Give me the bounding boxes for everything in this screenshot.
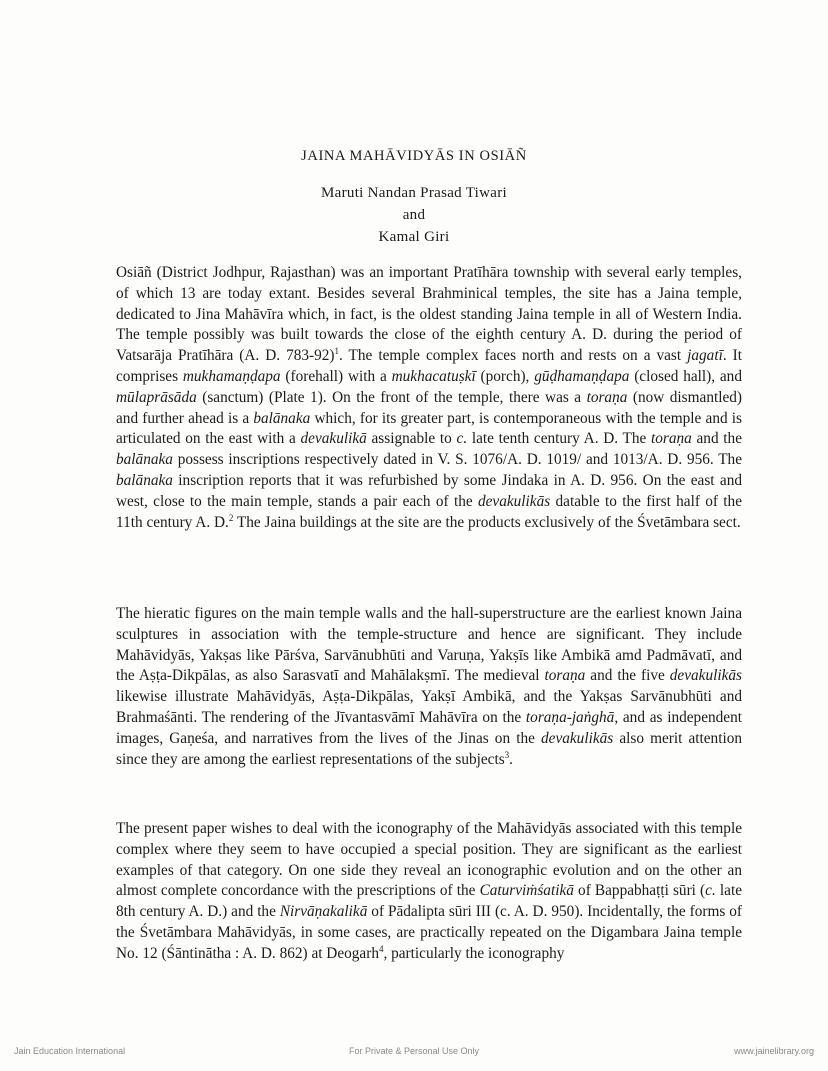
italic-term: balānaka	[116, 451, 173, 469]
body-paragraph	[116, 263, 742, 546]
text-run: (closed hall), and	[629, 367, 742, 385]
paper-title: JAINA MAHĀVIDYĀS IN OSIĀÑ	[301, 148, 527, 164]
paragraph-text	[116, 604, 742, 770]
text-run: .	[509, 750, 513, 768]
text-run: late tenth century A. D. The	[467, 430, 652, 448]
text-run: The hieratic figures on the main temple walls and the hall-superstructure are the earliest known Jaina sculptures in association with the temple-structure and hence are significant. They include Mahāvidyās, Yakṣas like Pārśva, Sarvānubhūti and Varuṇa, Yakṣīs like Ambikā amd Padmāvatī, and the Aṣṭa-Dikpālas, as also Sarasvatī and Mahālakṣmī. The medieval	[116, 605, 742, 685]
text-run: inscription reports that it was refurbished by some Jindaka in A. D. 956. On the east and west, close to the main temple, stands a pair each of the	[116, 471, 742, 510]
italic-term: c.	[456, 430, 468, 448]
text-run: datable to the first half of the 11th century A. D.	[116, 492, 742, 531]
text-run: late 8th century A. D.) and the	[116, 882, 742, 921]
text-run: also merit attention since they are among the earliest representations of the subjects	[116, 729, 742, 768]
italic-term: balānaka	[116, 471, 173, 489]
italic-term: c.	[705, 882, 716, 900]
author-name: Maruti Nandan Prasad Tiwari	[321, 185, 507, 201]
text-run: (now dismantled) and further ahead is a	[116, 388, 742, 427]
text-run: likewise illustrate Mahāvidyās, Aṣṭa-Dikpālas, Yakṣī Ambikā, and the Yakṣas Sarvānubhūti and Brahmaśānti. The rendering of the Jīvantasvāmī Mahāvīra on the	[116, 688, 742, 726]
italic-term: mukhacatuṣkī	[391, 367, 476, 385]
italic-term: balānaka	[253, 409, 311, 427]
text-run: possess inscriptions respectively dated in V. S. 1076/A. D. 1019/ and 1013/A. D. 956. The	[172, 451, 742, 469]
text-run: The present paper wishes to deal with the iconography of the Mahāvidyās associated with this temple complex where they seem to have occupied a special position. They are significant as the earliest examples of that category. On one side they reveal an iconographic evolution and on the other an almost complete concordance with the prescriptions of the	[116, 820, 742, 900]
text-run: Osiāñ (District Jodhpur, Rajasthan) was an important Pratīhāra township with several early temples, of which 13 are today extant. Besides several Brahminical temples, the site has a Jaina temple, dedicated to Jina Mahāvīra which, in fact, is the oldest standing Jaina temple in all of Western India. The temple possibly was built towards the close of the eighth century A. D. during the period of Vatsarāja Pratīhāra (A. D. 783-92)	[116, 264, 742, 365]
italic-term: toraṇa	[651, 430, 692, 448]
footnote-marker: 3	[504, 749, 510, 760]
text-run: (forehall) with a	[280, 367, 392, 385]
text-run: , particularly the iconography	[383, 944, 565, 962]
text-run: The Jaina buildings at the site are the products exclusively of the Śvetāmbara sect.	[233, 513, 741, 531]
text-run: and the	[691, 430, 742, 448]
text-run: . It comprises	[116, 347, 742, 385]
footer-left-text: Jain Education International	[14, 1046, 126, 1056]
italic-term: mūlaprāsāda	[116, 388, 197, 406]
author-conjunction: and	[402, 207, 426, 223]
italic-term: Nirvāṇakalikā	[279, 903, 368, 921]
italic-term: devakulikās	[477, 492, 551, 510]
italic-term: Caturviṁśatikā	[479, 882, 574, 900]
italic-term: devakulikās	[669, 667, 742, 685]
footer-right-link[interactable]: www.jainelibrary.org	[734, 1046, 814, 1056]
italic-term: devakulikās	[541, 729, 614, 747]
text-run: which, for its greater part, is contemporaneous with the temple and is articulated on the east with a	[116, 409, 743, 448]
footnote-marker: 2	[228, 512, 234, 523]
text-run: and the five	[585, 667, 670, 685]
page-footer	[0, 1046, 828, 1062]
text-run: . The temple complex faces north and rests on a vast	[339, 347, 688, 365]
italic-term: devakulikā	[300, 430, 367, 448]
body-paragraph	[116, 819, 742, 978]
italic-term: toraṇa	[586, 388, 628, 406]
paragraph-text	[116, 263, 742, 533]
text-run: (sanctum) (Plate 1). On the front of the temple, there was a	[196, 388, 587, 406]
text-run: of Pādalipta sūri III (c. A. D. 950). Incidentally, the forms of the Śvetāmbara Mahāvidyās, in some cases, are practically repeated on the Digambara Jaina temple No. 12 (Śāntinātha : A. D. 862) at Deogarh	[116, 903, 742, 962]
italic-term: toraṇa-jaṅghā	[525, 708, 615, 726]
paragraph-text	[116, 819, 742, 965]
author-name: Kamal Giri	[378, 229, 450, 245]
italic-term: jagatī	[687, 347, 723, 365]
italic-term: mukhamaṇḍapa	[182, 367, 281, 385]
text-run: of Bappabhaṭṭi sūri (	[573, 882, 706, 900]
text-run: , and as independent images, Gaṇeśa, and narratives from the lives of the Jinas on the	[116, 708, 742, 747]
body-paragraph	[116, 604, 742, 783]
italic-term: gūḍhamaṇḍapa	[534, 367, 630, 385]
text-run: assignable to	[366, 430, 457, 448]
footnote-marker: 1	[334, 346, 340, 357]
footer-center-text: For Private & Personal Use Only	[348, 1046, 480, 1056]
footnote-marker: 4	[378, 943, 384, 954]
text-run: (porch),	[475, 367, 535, 385]
italic-term: toraṇa	[544, 667, 586, 685]
